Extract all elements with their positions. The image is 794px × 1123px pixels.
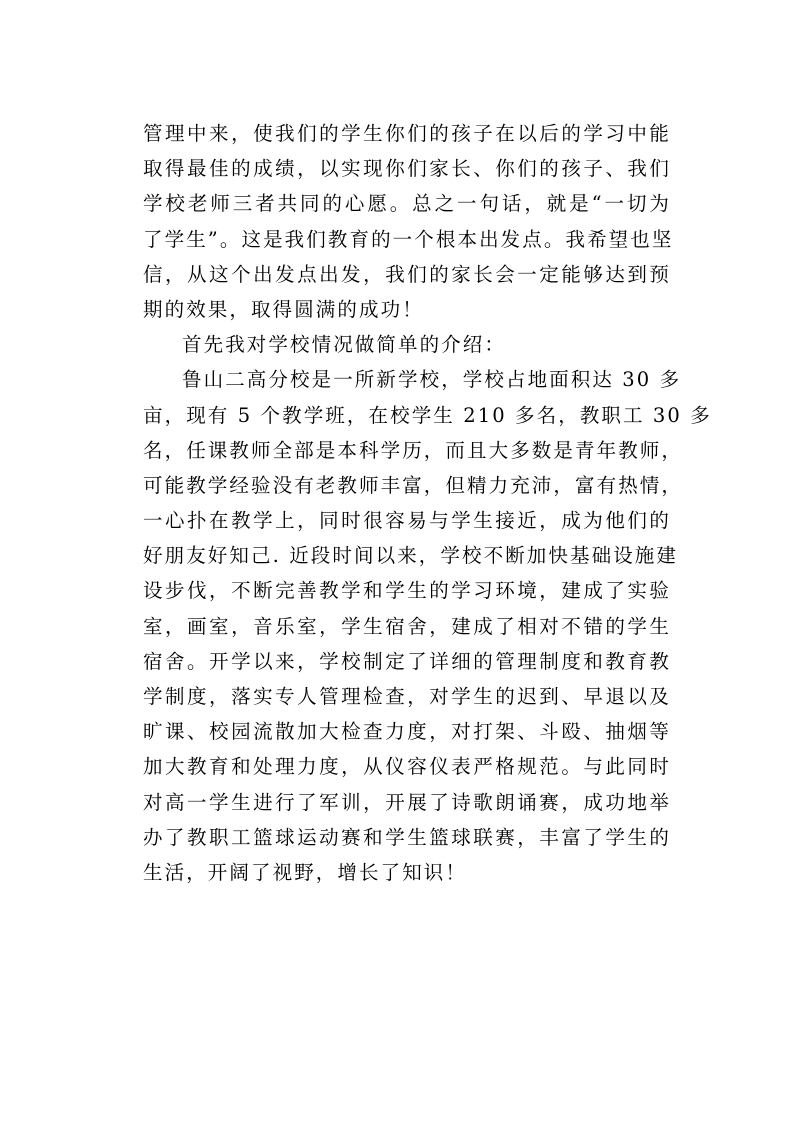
text-line: 期的效果，取得圆满的成功！	[143, 297, 424, 321]
text-line: 生活，开阔了视野，增长了知识！	[143, 860, 468, 884]
text-line: 首先我对学校情况做简单的介绍：	[182, 333, 507, 357]
text-line: 名，任课教师全部是本科学历，而且大多数是青年教师，	[143, 438, 684, 462]
text-line: 设步伐，不断完善教学和学生的学习环境，建成了实验	[143, 579, 671, 603]
text-line: 管理中来，使我们的学生你们的孩子在以后的学习中能	[143, 122, 671, 145]
text-line: 学校老师三者共同的心愿。总之一句话，就是“一切为	[143, 192, 671, 216]
text-line: 了学生”。这是我们教育的一个根本出发点。我希望也坚	[143, 227, 674, 251]
text-line: 加大教育和处理力度，从仪容仪表严格规范。与此同时	[143, 755, 671, 779]
text-line: 可能教学经验没有老教师丰富，但精力充沛，富有热情，	[143, 473, 684, 497]
text-line: 宿舍。开学以来，学校制定了详细的管理制度和教育教	[143, 649, 671, 673]
text-line: 旷课、校园流散加大检查力度，对打架、斗殴、抽烟等	[143, 720, 671, 744]
text-line: 室，画室，音乐室，学生宿舍，建成了相对不错的学生	[143, 614, 671, 638]
text-line: 对高一学生进行了军训，开展了诗歌朗诵赛，成功地举	[143, 790, 671, 814]
text-line: 一心扑在教学上，同时很容易与学生接近，成为他们的	[143, 509, 671, 533]
body-text	[143, 116, 712, 890]
text-line: 鲁山二高分校是一所新学校，学校占地面积达 30 多	[182, 368, 682, 392]
text-line: 取得最佳的成绩，以实现你们家长、你们的孩子、我们	[143, 157, 671, 181]
text-line: 信，从这个出发点出发，我们的家长会一定能够达到预	[143, 262, 671, 286]
text-line: 亩，现有 5 个教学班，在校学生 210 多名，教职工 30 多	[143, 403, 712, 427]
text-line: 好朋友好知己. 近段时间以来，学校不断加快基础设施建	[143, 544, 678, 568]
text-line: 办了教职工篮球运动赛和学生篮球联赛，丰富了学生的	[143, 825, 671, 849]
text-line: 学制度，落实专人管理检查，对学生的迟到、早退以及	[143, 685, 671, 708]
